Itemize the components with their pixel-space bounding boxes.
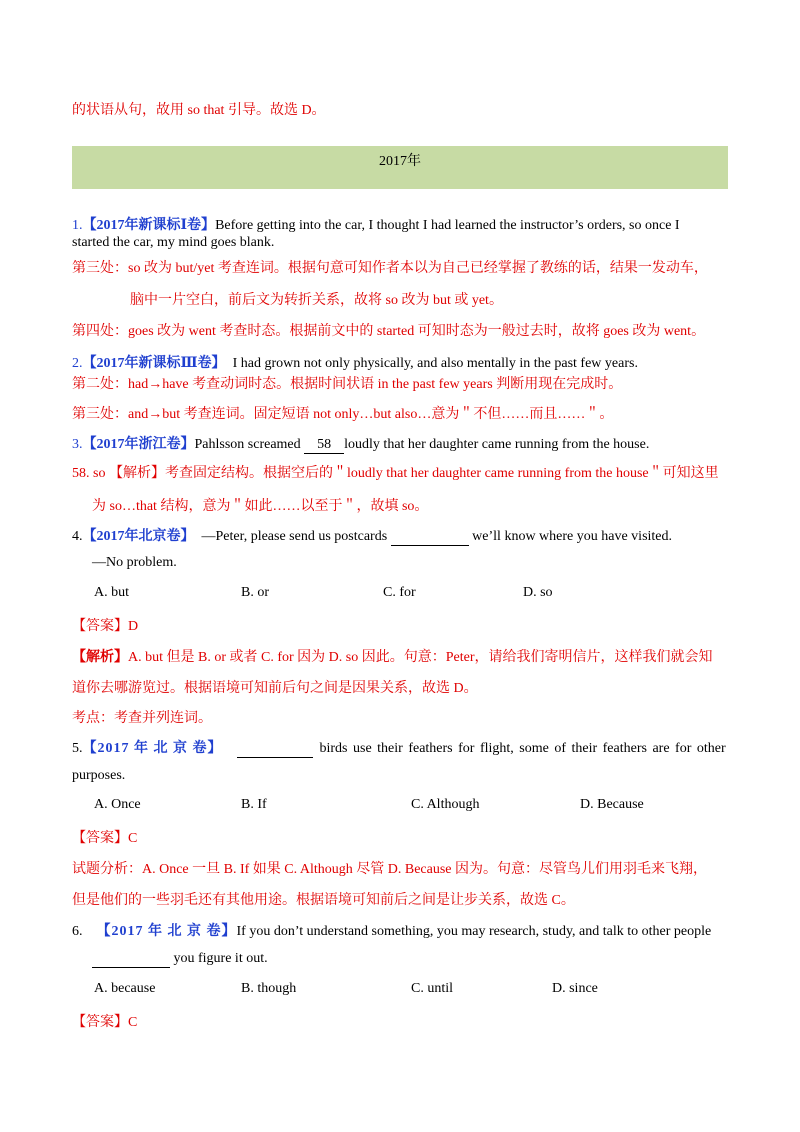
q4-analysis-line-1	[72, 646, 713, 666]
option-a[interactable]: A. Once	[94, 797, 141, 812]
option-b[interactable]: B. or	[241, 585, 269, 600]
question-text-pre: Pahlsson screamed	[194, 437, 305, 452]
question-text-post: loudly that her daughter came running from the house.	[344, 437, 650, 452]
option-c[interactable]: C. Although	[411, 797, 480, 812]
q5-answer: 【答案】C	[72, 831, 138, 846]
option-b[interactable]: B. If	[241, 797, 267, 812]
question-number: 1.	[72, 218, 83, 233]
question-number: 5.	[72, 741, 83, 756]
question-4-line-2: —No problem.	[92, 555, 177, 570]
question-number: 4.	[72, 529, 83, 544]
blank-number: 58	[317, 437, 332, 452]
question-text-post: we’ll know where you have visited.	[468, 529, 673, 544]
q4-analysis-line-2: 道你去哪游览过。根据语境可知前后句之间是因果关系，故选 D。	[72, 681, 478, 696]
option-b[interactable]: B. though	[241, 981, 297, 996]
answer-blank[interactable]	[237, 741, 313, 758]
question-5-line-2: purposes.	[72, 768, 126, 783]
q2-note-1: 第二处：had→have 考查动词时态。根据时间状语 in the past few years 判断用现在完成时。	[72, 377, 623, 392]
question-number: 6.	[72, 924, 83, 939]
q3-note-1: 58. so 【解析】考查固定结构。根据空后的＂loudly that her daughter came running from the house＂可知这里	[72, 466, 719, 481]
year-section-band	[72, 146, 728, 189]
question-6-line-2	[92, 951, 268, 968]
question-text: Before getting into the car, I thought I had learned the instructor’s orders, so once I	[215, 218, 680, 233]
q4-point: 考点：考查并列连词。	[72, 711, 212, 726]
q5-analysis-line-2: 但是他们的一些羽毛还有其他用途。根据语境可知前后之间是让步关系，故选 C。	[72, 893, 575, 908]
q6-answer: 【答案】C	[72, 1015, 138, 1030]
question-text: I had grown not only physically, and also mentally in the past few years.	[232, 356, 638, 371]
option-a[interactable]: A. but	[94, 585, 129, 600]
q4-answer: 【答案】D	[72, 619, 139, 634]
question-5-line-1	[72, 737, 726, 758]
analysis-text: A. but 但是 B. or 或者 C. for 因为 D. so 因此。句意：Peter，请给我们寄明信片，这样我们就会知	[128, 650, 713, 665]
option-d[interactable]: D. so	[523, 585, 553, 600]
option-d[interactable]: D. since	[552, 981, 598, 996]
source-tag: 【2017年浙江卷】	[82, 437, 195, 452]
source-tag: 【2017年新课标Ⅰ卷】	[82, 218, 216, 233]
question-text: birds use their feathers for flight, some of their feathers are for other	[319, 741, 726, 756]
q3-note-2: 为 so…that 结构，意为＂如此……以至于＂，故填 so。	[92, 499, 429, 514]
source-tag: 【2017年新课标Ⅲ卷】	[82, 356, 226, 371]
source-tag: 【2017 年 北 京 卷】	[82, 741, 223, 756]
option-c[interactable]: C. until	[411, 981, 454, 996]
answer-blank-58[interactable]	[304, 437, 344, 454]
question-1-line-2: started the car, my mind goes blank.	[72, 235, 275, 250]
question-2-line	[72, 352, 638, 372]
source-tag: 【2017年北京卷】	[82, 529, 195, 544]
option-a[interactable]: A. because	[94, 981, 156, 996]
question-text-pre: —Peter, please send us postcards	[201, 529, 391, 544]
q1-note-3: 第四处：goes 改为 went 考查时态。根据前文中的 started 可知时态为一般过去时，故将 goes 改为 went。	[72, 324, 706, 339]
question-3-line	[72, 433, 649, 454]
option-c[interactable]: C. for	[383, 585, 416, 600]
option-d[interactable]: D. Because	[580, 797, 644, 812]
q1-note-1: 第三处：so 改为 but/yet 考查连词。根据句意可知作者本以为自己已经掌握了教练的话，结果一发动车，	[72, 261, 708, 276]
answer-blank[interactable]	[391, 529, 469, 546]
question-text: you figure it out.	[173, 951, 268, 966]
question-1-line-1	[72, 214, 680, 234]
analysis-tag: 【解析】	[72, 650, 128, 665]
q1-note-2: 脑中一片空白，前后文为转折关系，故将 so 改为 but 或 yet。	[130, 293, 503, 308]
question-number: 3.	[72, 437, 83, 452]
question-4-line-1	[72, 525, 672, 546]
q2-note-2: 第三处：and→but 考查连词。固定短语 not only…but also…意为＂不但……而且……＂。	[72, 407, 614, 422]
question-number: 2.	[72, 356, 83, 371]
answer-blank[interactable]	[92, 951, 170, 968]
section-title: 2017年	[379, 154, 421, 169]
question-text: If you don’t understand something, you may research, study, and talk to other people	[236, 924, 712, 939]
q5-analysis-line-1: 试题分析：A. Once 一旦 B. If 如果 C. Although 尽管 D. Because 因为。句意：尽管鸟儿们用羽毛来飞翔，	[72, 862, 708, 877]
top-note: 的状语从句，故用 so that 引导。故选 D。	[72, 103, 326, 118]
question-6-line-1	[72, 920, 711, 940]
source-tag: 【2017 年 北 京 卷】	[96, 924, 237, 939]
